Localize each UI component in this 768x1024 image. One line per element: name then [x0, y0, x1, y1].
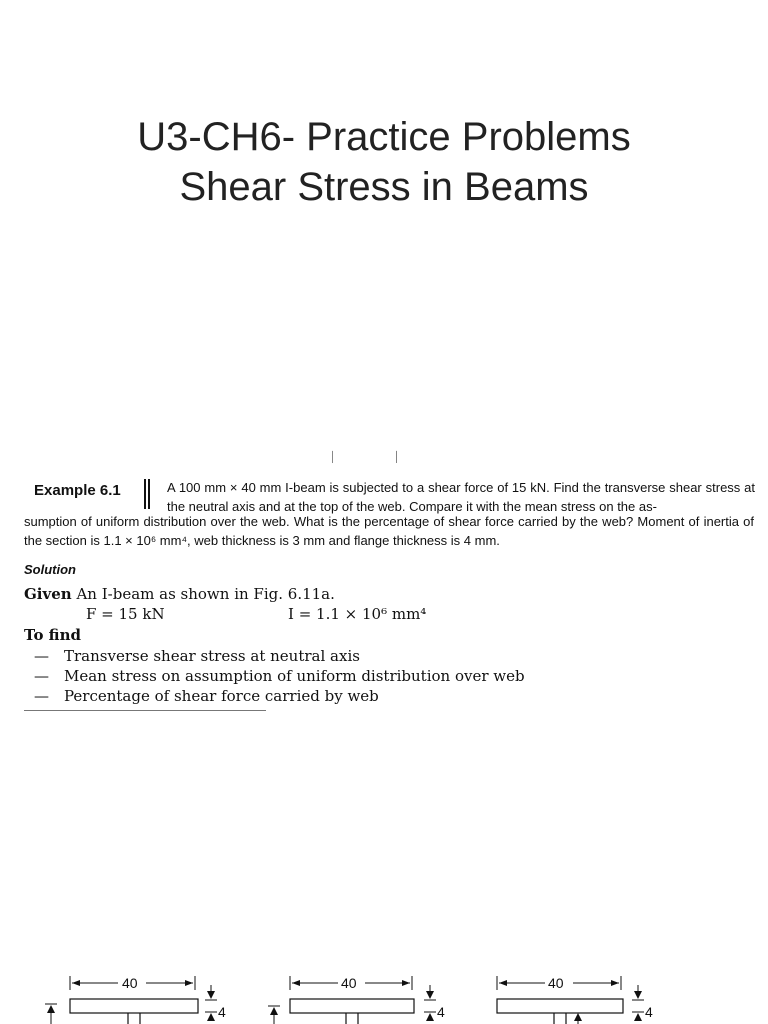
width-label: 40 [341, 975, 357, 991]
given-inertia: I = 1.1 × 10⁶ mm⁴ [288, 605, 427, 623]
given-force: F = 15 kN [86, 605, 165, 623]
slide-title-line-1: U3-CH6- Practice Problems [137, 115, 631, 159]
flange-label: 4 [437, 1004, 445, 1020]
example-statement-first: A 100 mm × 40 mm I-beam is subjected to a shear force of 15 kN. Find the transverse shear stress at the neutral axis and at the top of the web. Compare it with the mean stress on the as- [167, 480, 755, 514]
dash-bullet: — [34, 687, 49, 705]
dash-bullet: — [34, 667, 49, 685]
example-statement-rest: sumption of uniform distribution over the web. What is the percentage of shear force carried by the web? Moment of inertia of the section is 1.1 × 10⁶ mm⁴, web thickness is 3 mm and flange thickness is 4 mm. [24, 514, 754, 548]
slide-title [0, 112, 768, 212]
to-find-item-2: Mean stress on assumption of uniform distribution over web [64, 667, 525, 685]
flange-label: 4 [218, 1004, 226, 1020]
example-header [24, 476, 754, 512]
example-block [24, 476, 754, 550]
to-find-label: To find [24, 626, 81, 644]
width-label: 40 [122, 975, 138, 991]
ibeam-figure-1 [45, 975, 226, 1024]
list-item [34, 646, 525, 666]
example-divider [144, 479, 150, 509]
given-label: Given [24, 585, 72, 603]
to-find-item-3: Percentage of shear force carried by web [64, 687, 379, 705]
cropped-text-fragment: │ │ [330, 452, 402, 463]
ibeam-figure-3 [497, 975, 653, 1024]
divider-line [24, 710, 266, 711]
width-label: 40 [548, 975, 564, 991]
solution-label: Solution [24, 562, 76, 577]
ibeam-figures-svg [0, 960, 768, 1024]
slide-title-line-2: Shear Stress in Beams [179, 165, 589, 209]
dash-bullet: — [34, 647, 49, 665]
ibeam-figure-2 [268, 975, 445, 1024]
to-find-list [34, 646, 525, 706]
ibeam-figures [0, 960, 768, 1024]
example-label: Example 6.1 [34, 482, 121, 499]
given-line [24, 585, 335, 603]
given-text: An I-beam as shown in Fig. 6.11a. [76, 585, 335, 603]
list-item [34, 666, 525, 686]
list-item [34, 686, 525, 706]
to-find-item-1: Transverse shear stress at neutral axis [64, 647, 360, 665]
flange-label: 4 [645, 1004, 653, 1020]
